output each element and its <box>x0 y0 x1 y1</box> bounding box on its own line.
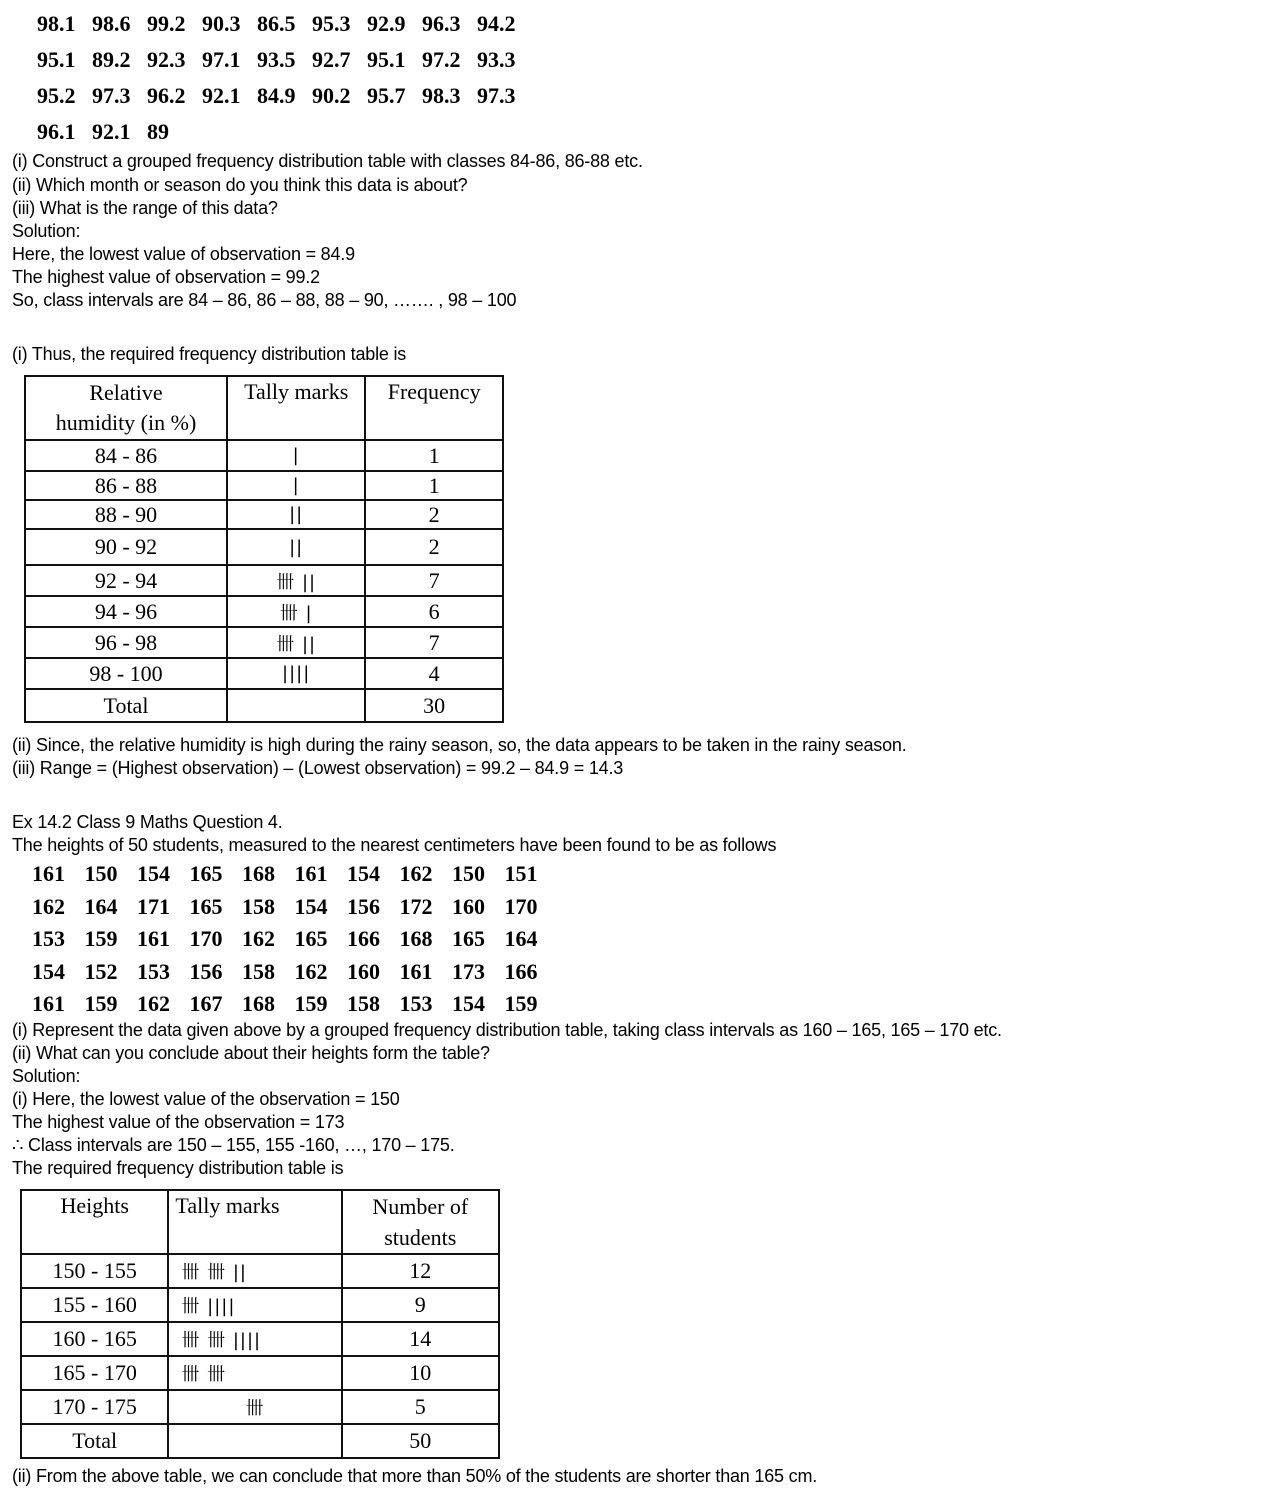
data-value: 89.2 <box>92 47 131 72</box>
question-part-ii: (ii) What can you conclude about their heights form the table? <box>12 1043 490 1063</box>
class-interval: 96 - 98 <box>25 627 227 658</box>
data-value: 167 <box>189 991 223 1017</box>
solution-label: Solution: <box>12 221 81 241</box>
data-value: 96.2 <box>147 83 186 108</box>
frequency: 10 <box>342 1356 499 1390</box>
data-value: 162 <box>137 991 170 1017</box>
class-interval: 98 - 100 <box>25 658 227 689</box>
table-row <box>25 471 503 500</box>
table-row <box>21 1390 499 1424</box>
frequency: 1 <box>365 440 503 471</box>
answer-iii: (iii) Range = (Highest observation) – (Lowest observation) = 99.2 – 84.9 = 14.3 <box>12 758 624 778</box>
tally-marks: || <box>227 529 365 565</box>
data-value: 96.3 <box>422 11 461 36</box>
header-line: students <box>384 1225 457 1250</box>
table-row <box>21 1288 499 1322</box>
frequency: 2 <box>365 529 503 565</box>
data-value: 89 <box>147 119 169 144</box>
frequency: 7 <box>365 627 503 658</box>
tally-marks: 卌 || <box>227 627 365 658</box>
humidity-frequency-table <box>24 375 504 723</box>
tally-marks: 卌 || <box>227 565 365 596</box>
class-interval: 170 - 175 <box>21 1390 168 1424</box>
data-value: 90.3 <box>202 11 241 36</box>
table-header-row <box>25 376 503 440</box>
table-row <box>25 440 503 471</box>
total-label: Total <box>21 1424 168 1458</box>
total-value: 50 <box>342 1424 499 1458</box>
data-value: 165 <box>189 893 223 919</box>
class-interval: 88 - 90 <box>25 500 227 529</box>
data-value: 97.1 <box>202 47 241 72</box>
table-total-row <box>21 1424 499 1458</box>
class-interval: 86 - 88 <box>25 471 227 500</box>
solution-line: ∴ Class intervals are 150 – 155, 155 -160, …, 170 – 175. <box>12 1135 455 1155</box>
data-value: 162 <box>294 958 328 984</box>
column-header-frequency <box>365 376 503 440</box>
data-value: 152 <box>84 958 118 984</box>
solution-line: So, class intervals are 84 – 86, 86 – 88, 88 – 90, ……. , 98 – 100 <box>12 290 517 310</box>
column-header-class <box>25 376 227 440</box>
data-row <box>32 858 557 891</box>
data-value: 161 <box>399 958 433 984</box>
data-value: 97.3 <box>92 83 131 108</box>
frequency: 9 <box>342 1288 499 1322</box>
column-header-tally <box>227 376 365 440</box>
data-value: 159 <box>84 991 118 1017</box>
data-value: 95.3 <box>312 11 351 36</box>
data-value: 161 <box>32 991 65 1017</box>
data-value: 154 <box>452 991 485 1017</box>
tally-marks: | <box>227 471 365 500</box>
table-total-row <box>25 689 503 722</box>
data-value: 170 <box>504 893 538 919</box>
empty-cell <box>227 689 365 722</box>
data-value: 172 <box>399 893 433 919</box>
answer-ii: (ii) From the above table, we can conclude that more than 50% of the students are shorter than 165 cm. <box>12 1466 818 1486</box>
table-row <box>25 500 503 529</box>
frequency: 12 <box>342 1254 499 1288</box>
data-value: 164 <box>84 893 118 919</box>
data-row <box>37 78 532 114</box>
data-value: 165 <box>294 926 328 952</box>
data-value: 161 <box>294 861 328 887</box>
data-value: 166 <box>347 926 380 952</box>
table-row <box>21 1322 499 1356</box>
table-row <box>21 1356 499 1390</box>
data-value: 153 <box>32 926 65 952</box>
solution-line: (i) Here, the lowest value of the observation = 150 <box>12 1089 400 1109</box>
data-value: 97.3 <box>477 83 516 108</box>
data-value: 166 <box>504 958 538 984</box>
data-value: 158 <box>242 893 275 919</box>
data-value: 95.2 <box>37 83 76 108</box>
data-value: 154 <box>294 893 328 919</box>
data-value: 168 <box>242 861 275 887</box>
data-value: 86.5 <box>257 11 296 36</box>
class-interval: 92 - 94 <box>25 565 227 596</box>
question-statement: The heights of 50 students, measured to the nearest centimeters have been found to be as follows <box>12 835 777 855</box>
data-value: 153 <box>137 958 170 984</box>
tally-marks: 卌 卌 |||| <box>168 1322 341 1356</box>
total-label: Total <box>25 689 227 722</box>
table-row <box>25 627 503 658</box>
data-value: 95.1 <box>37 47 76 72</box>
data-value: 159 <box>84 926 118 952</box>
data-row <box>37 6 532 42</box>
data-value: 95.1 <box>367 47 406 72</box>
table-header-row <box>21 1190 499 1254</box>
question-part-i: (i) Represent the data given above by a grouped frequency distribution table, taking class intervals as 160 – 165, 165 – 170 etc. <box>12 1020 1002 1040</box>
data-value: 168 <box>242 991 275 1017</box>
class-interval: 90 - 92 <box>25 529 227 565</box>
data-value: 150 <box>84 861 118 887</box>
data-value: 162 <box>32 893 65 919</box>
data-value: 156 <box>189 958 223 984</box>
data-value: 84.9 <box>257 83 296 108</box>
frequency: 4 <box>365 658 503 689</box>
data-value: 162 <box>242 926 275 952</box>
table-row <box>25 565 503 596</box>
question-part-ii: (ii) Which month or season do you think this data is about? <box>12 175 468 195</box>
data-value: 170 <box>189 926 223 952</box>
data-value: 92.7 <box>312 47 351 72</box>
data-row <box>32 988 557 1021</box>
solution-line: The highest value of the observation = 173 <box>12 1112 345 1132</box>
answer-ii: (ii) Since, the relative humidity is high during the rainy season, so, the data appears to be taken in the rainy season. <box>12 735 907 755</box>
heights-data-grid <box>32 858 557 1021</box>
table-row <box>25 658 503 689</box>
tally-marks: | <box>227 440 365 471</box>
class-interval: 160 - 165 <box>21 1322 168 1356</box>
data-row <box>37 42 532 78</box>
frequency: 5 <box>342 1390 499 1424</box>
data-value: 158 <box>242 958 275 984</box>
data-value: 98.3 <box>422 83 461 108</box>
data-value: 173 <box>452 958 485 984</box>
header-line: Relative <box>89 380 163 405</box>
heights-frequency-table <box>20 1189 500 1459</box>
data-value: 154 <box>32 958 65 984</box>
header-line: Tally marks <box>175 1193 280 1218</box>
table-intro: (i) Thus, the required frequency distribution table is <box>12 344 407 364</box>
column-header-tally <box>168 1190 341 1254</box>
table-row <box>25 596 503 627</box>
data-value: 150 <box>452 861 485 887</box>
solution-line: The highest value of observation = 99.2 <box>12 267 320 287</box>
data-value: 90.2 <box>312 83 351 108</box>
data-value: 160 <box>452 893 485 919</box>
data-value: 171 <box>137 893 170 919</box>
data-row <box>37 114 532 150</box>
data-value: 92.9 <box>367 11 406 36</box>
column-header-heights <box>21 1190 168 1254</box>
data-value: 151 <box>504 861 538 887</box>
header-line: humidity (in %) <box>55 410 197 435</box>
data-value: 165 <box>452 926 485 952</box>
data-value: 93.3 <box>477 47 516 72</box>
data-value: 159 <box>294 991 328 1017</box>
tally-marks: 卌 | <box>227 596 365 627</box>
question-part-iii: (iii) What is the range of this data? <box>12 198 278 218</box>
solution-line: Here, the lowest value of observation = 84.9 <box>12 244 355 264</box>
data-value: 154 <box>347 861 380 887</box>
table-row <box>21 1254 499 1288</box>
data-value: 92.1 <box>92 119 131 144</box>
header-line: Frequency <box>387 379 481 404</box>
data-value: 93.5 <box>257 47 296 72</box>
data-value: 156 <box>347 893 380 919</box>
class-interval: 94 - 96 <box>25 596 227 627</box>
data-value: 159 <box>504 991 538 1017</box>
question-part-i: (i) Construct a grouped frequency distribution table with classes 84-86, 86-88 etc. <box>12 151 643 171</box>
solution-label: Solution: <box>12 1066 81 1086</box>
header-line: Heights <box>60 1193 129 1218</box>
tally-marks: || <box>227 500 365 529</box>
tally-marks: 卌 卌 || <box>168 1254 341 1288</box>
tally-marks: 卌 <box>168 1390 341 1424</box>
data-value: 99.2 <box>147 11 186 36</box>
tally-marks: 卌 |||| <box>168 1288 341 1322</box>
data-value: 98.1 <box>37 11 76 36</box>
data-row <box>32 923 557 956</box>
data-value: 95.7 <box>367 83 406 108</box>
data-value: 165 <box>189 861 223 887</box>
data-row <box>32 956 557 989</box>
class-interval: 165 - 170 <box>21 1356 168 1390</box>
data-value: 98.6 <box>92 11 131 36</box>
data-value: 92.3 <box>147 47 186 72</box>
data-value: 164 <box>504 926 538 952</box>
header-line: Number of <box>372 1194 469 1219</box>
tally-marks: 卌 卌 <box>168 1356 341 1390</box>
data-value: 162 <box>399 861 433 887</box>
data-value: 154 <box>137 861 170 887</box>
data-value: 158 <box>347 991 380 1017</box>
table-row <box>25 529 503 565</box>
frequency: 7 <box>365 565 503 596</box>
class-interval: 150 - 155 <box>21 1254 168 1288</box>
frequency: 1 <box>365 471 503 500</box>
frequency: 14 <box>342 1322 499 1356</box>
class-interval: 84 - 86 <box>25 440 227 471</box>
data-value: 160 <box>347 958 380 984</box>
frequency: 6 <box>365 596 503 627</box>
humidity-data-grid <box>37 6 532 150</box>
total-value: 30 <box>365 689 503 722</box>
data-value: 161 <box>32 861 65 887</box>
header-line: Tally marks <box>244 379 349 404</box>
table-intro: The required frequency distribution table is <box>12 1158 344 1178</box>
data-value: 161 <box>137 926 170 952</box>
data-value: 96.1 <box>37 119 76 144</box>
data-value: 97.2 <box>422 47 461 72</box>
data-value: 94.2 <box>477 11 516 36</box>
column-header-students <box>342 1190 499 1254</box>
data-value: 168 <box>399 926 433 952</box>
tally-marks: |||| <box>227 658 365 689</box>
question-title: Ex 14.2 Class 9 Maths Question 4. <box>12 812 283 832</box>
data-row <box>32 891 557 924</box>
frequency: 2 <box>365 500 503 529</box>
data-value: 92.1 <box>202 83 241 108</box>
data-value: 153 <box>399 991 433 1017</box>
class-interval: 155 - 160 <box>21 1288 168 1322</box>
empty-cell <box>168 1424 341 1458</box>
